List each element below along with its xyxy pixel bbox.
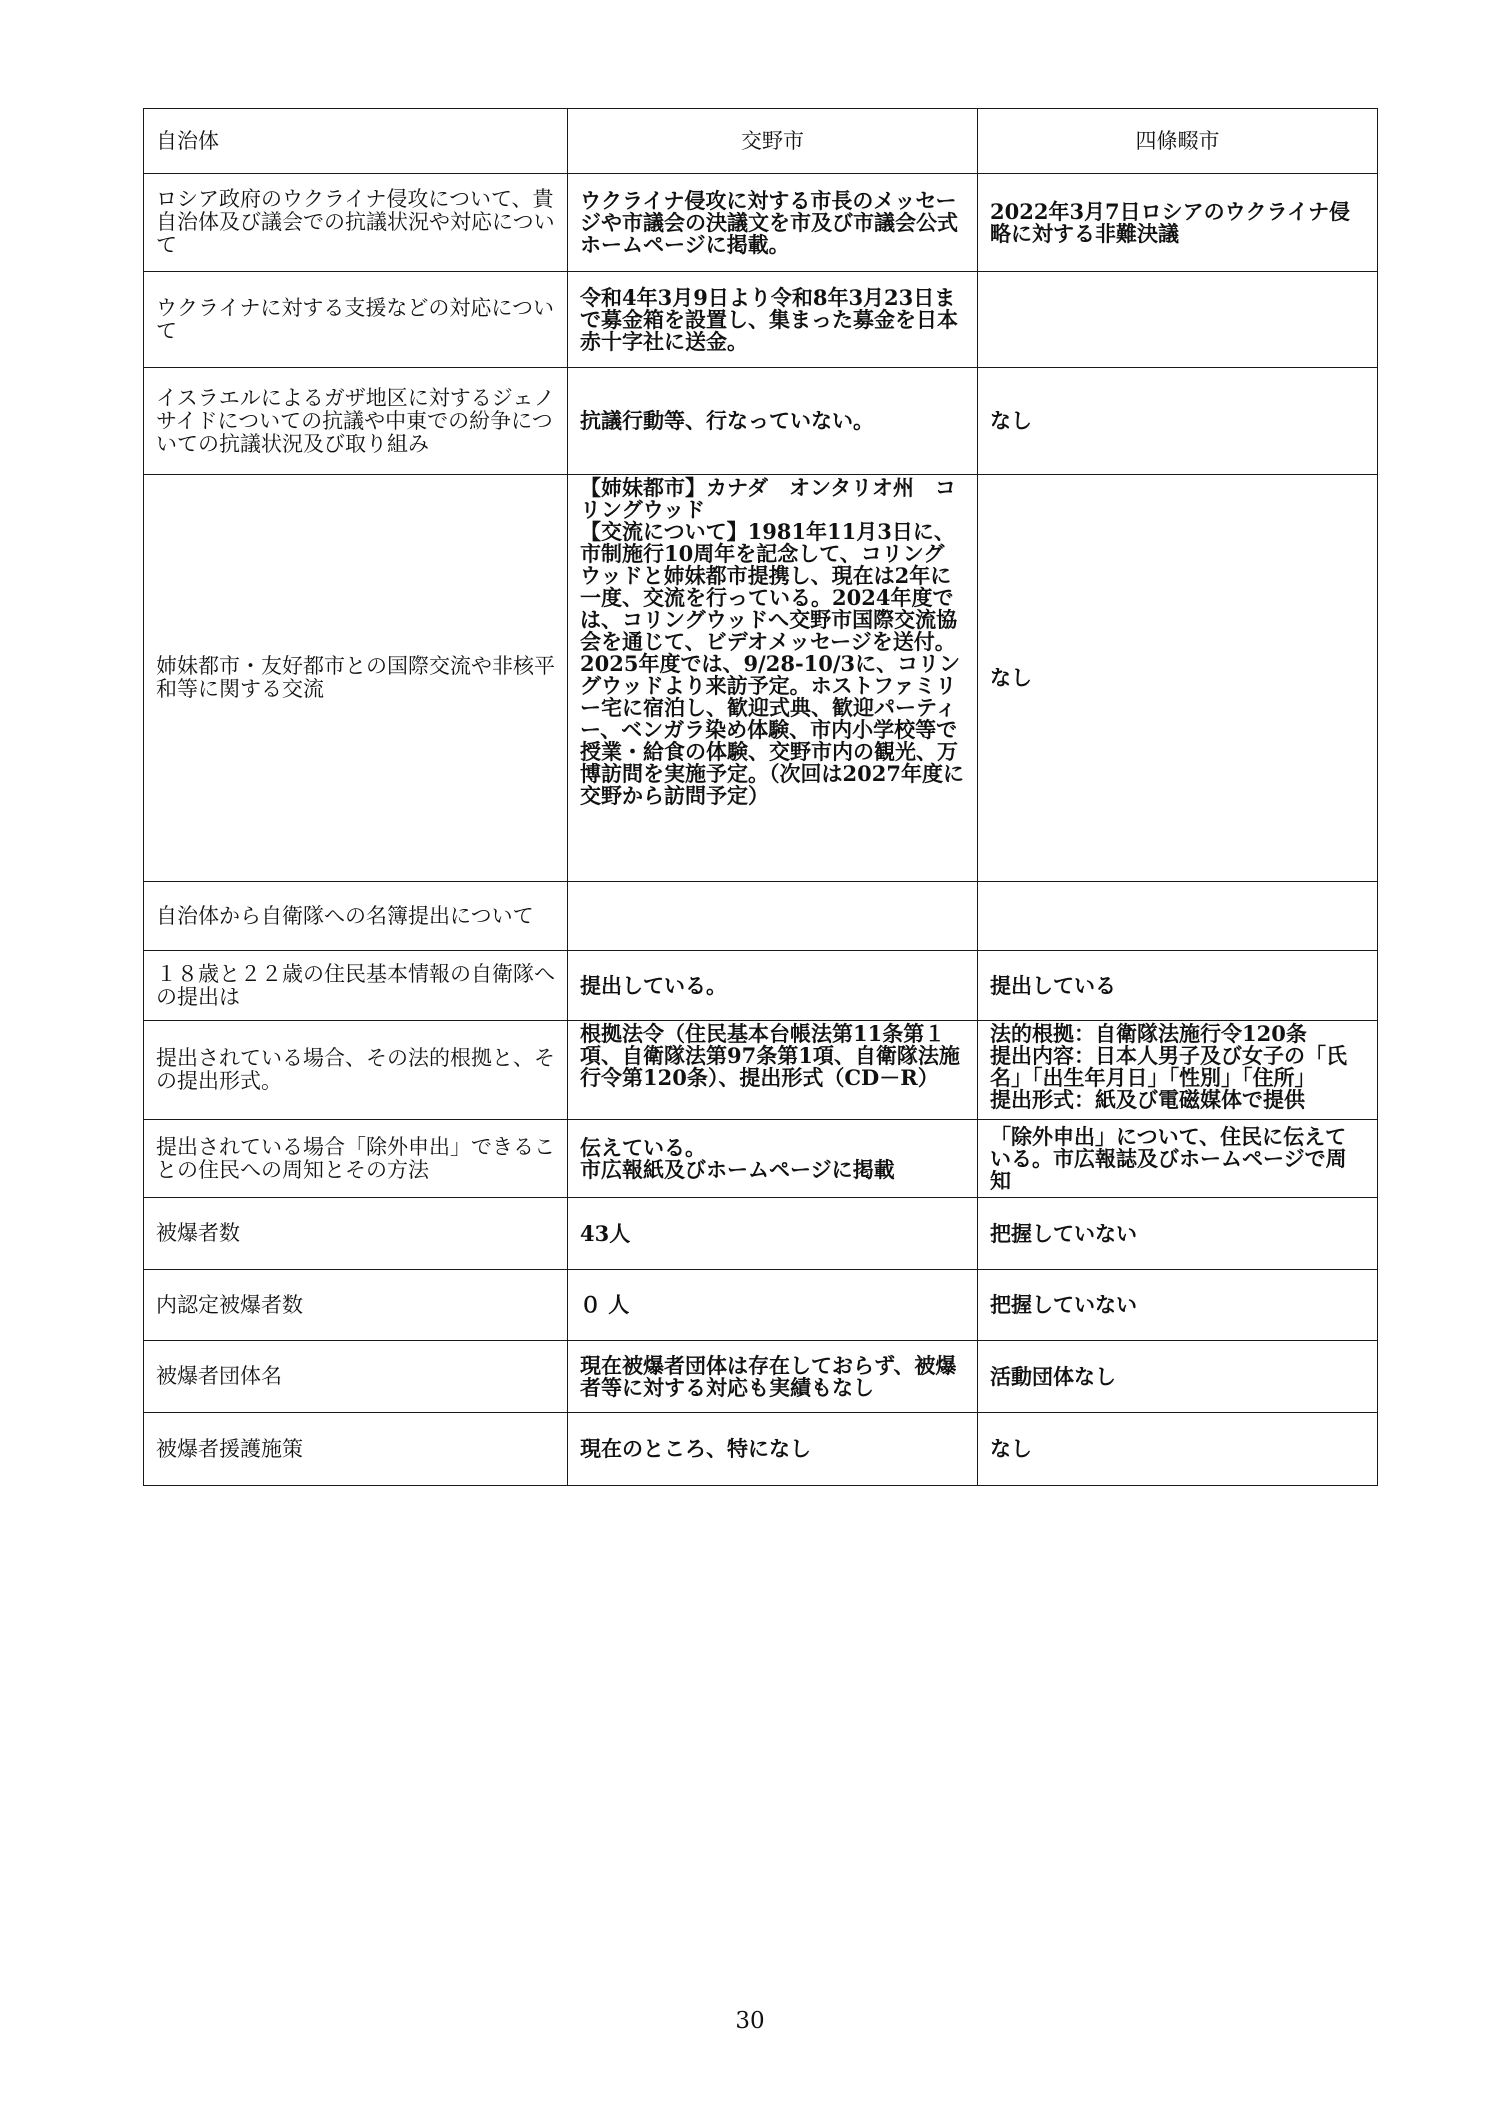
row-value-katano: 提出している。 [568, 951, 978, 1021]
row-label: 提出されている場合「除外申出」できることの住民への周知とその方法 [144, 1120, 568, 1198]
row-label: ウクライナに対する支援などの対応について [144, 272, 568, 368]
row-label: ロシア政府のウクライナ侵攻について、貴自治体及び議会での抗議状況や対応について [144, 174, 568, 272]
row-value-katano: 抗議行動等、行なっていない。 [568, 368, 978, 475]
row-label: 内認定被爆者数 [144, 1270, 568, 1341]
table-row [144, 174, 1378, 272]
row-value-shijonawate: 2022年3月7日ロシアのウクライナ侵略に対する非難決議 [978, 174, 1378, 272]
page-number: 30 [735, 2008, 765, 2034]
row-label: １８歳と２２歳の住民基本情報の自衛隊への提出は [144, 951, 568, 1021]
row-label: 姉妹都市・友好都市との国際交流や非核平和等に関する交流 [144, 475, 568, 882]
table-row [144, 1198, 1378, 1270]
header-city-shijonawate: 四條畷市 [978, 109, 1378, 174]
table-row [144, 1413, 1378, 1486]
row-label: 被爆者援護施策 [144, 1413, 568, 1486]
row-value-shijonawate: 活動団体なし [978, 1341, 1378, 1413]
row-value-shijonawate: なし [978, 1413, 1378, 1486]
row-value-shijonawate: 「除外申出」について、住民に伝えている。市広報誌及びホームページで周知 [978, 1120, 1378, 1198]
row-value-katano: 現在のところ、特になし [568, 1413, 978, 1486]
row-value-shijonawate: 把握していない [978, 1198, 1378, 1270]
row-label: 被爆者団体名 [144, 1341, 568, 1413]
header-city-katano: 交野市 [568, 109, 978, 174]
row-label: イスラエルによるガザ地区に対するジェノサイドについての抗議や中東での紛争についての抗議状況及び取り組み [144, 368, 568, 475]
row-value-katano: 令和4年3月9日より令和8年3月23日まで募金箱を設置し、集まった募金を日本赤十字社に送金。 [568, 272, 978, 368]
table-row [144, 1270, 1378, 1341]
row-value-katano: 43人 [568, 1198, 978, 1270]
table-row [144, 368, 1378, 475]
table-row [144, 1021, 1378, 1120]
row-value-shijonawate: 提出している [978, 951, 1378, 1021]
row-value-shijonawate: なし [978, 475, 1378, 882]
row-label: 被爆者数 [144, 1198, 568, 1270]
row-value-katano: 伝えている。 市広報紙及びホームページに掲載 [568, 1120, 978, 1198]
row-value-katano: 根拠法令（住民基本台帳法第11条第１項、自衛隊法第97条第1項、自衛隊法施行令第120条）、提出形式（CD－R） [568, 1021, 978, 1120]
table-row [144, 1120, 1378, 1198]
row-value-katano: ウクライナ侵攻に対する市長のメッセージや市議会の決議文を市及び市議会公式ホームページに掲載。 [568, 174, 978, 272]
row-value-katano: 【姉妹都市】カナダ オンタリオ州 コリングウッド 【交流について】1981年11月3日に、市制施行10周年を記念して、コリングウッドと姉妹都市提携し、現在は2年に一度、交流を行っている。2024年度では、コリングウッドへ交野市国際交流協会を通じて、ビデオメッセージを送付。2025年度では、9/28-10/3に、コリングウッドより来訪予定。ホストファミリー宅に宿泊し、歓迎式典、歓迎パーティー、ベンガラ染め体験、市内小学校等で授業・給食の体験、交野市内の観光、万博訪問を実施予定。（次回は2027年度に交野から訪問予定） [568, 475, 978, 882]
row-value-shijonawate [978, 882, 1378, 951]
row-label: 提出されている場合、その法的根拠と、その提出形式。 [144, 1021, 568, 1120]
table-header-row [144, 109, 1378, 174]
row-value-katano [568, 882, 978, 951]
row-value-shijonawate: なし [978, 368, 1378, 475]
row-value-shijonawate: 法的根拠：自衛隊法施行令120条 提出内容：日本人男子及び女子の「氏名」「出生年月日」「性別」「住所」 提出形式：紙及び電磁媒体で提供 [978, 1021, 1378, 1120]
table-row [144, 951, 1378, 1021]
table-row [144, 1341, 1378, 1413]
comparison-table [143, 108, 1378, 1486]
row-value-katano: ０ 人 [568, 1270, 978, 1341]
row-label: 自治体から自衛隊への名簿提出について [144, 882, 568, 951]
row-value-shijonawate: 把握していない [978, 1270, 1378, 1341]
header-label-cell: 自治体 [144, 109, 568, 174]
row-value-katano: 現在被爆者団体は存在しておらず、被爆者等に対する対応も実績もなし [568, 1341, 978, 1413]
table-row [144, 272, 1378, 368]
table-row [144, 475, 1378, 882]
row-value-shijonawate [978, 272, 1378, 368]
table-row [144, 882, 1378, 951]
